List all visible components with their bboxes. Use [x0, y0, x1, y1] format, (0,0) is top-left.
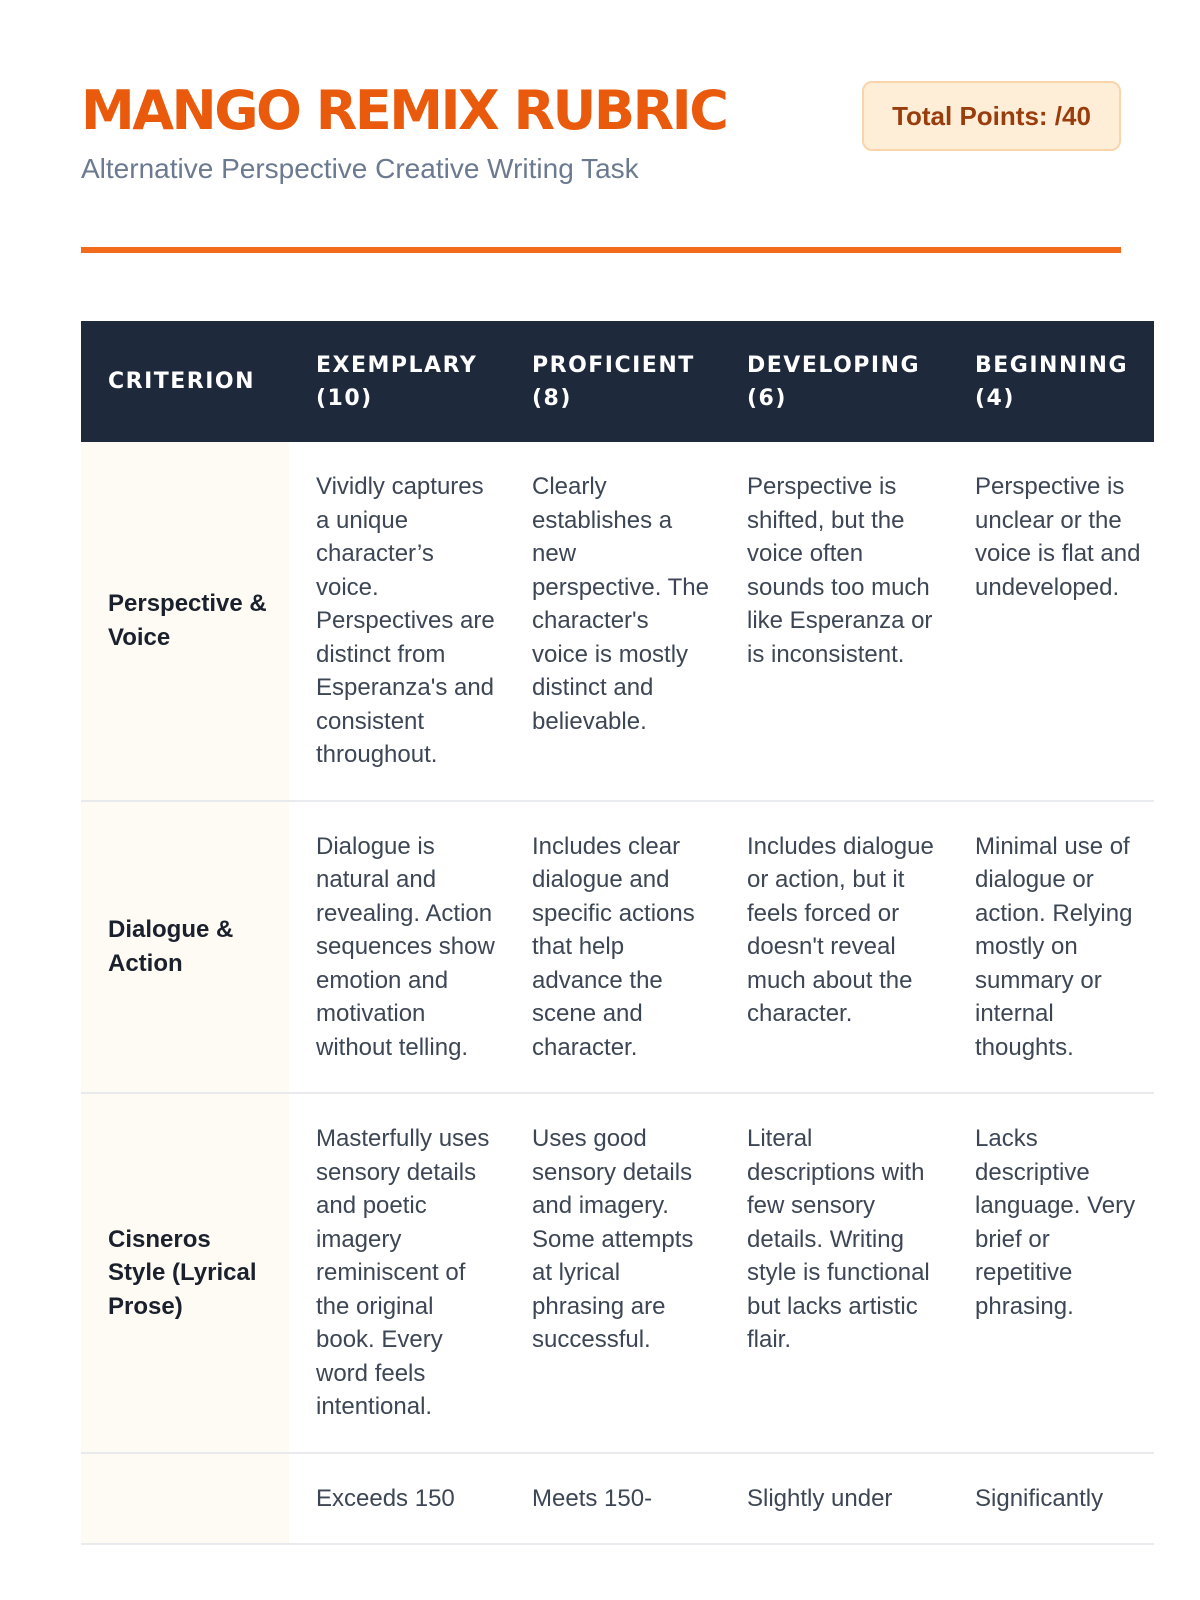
table-row: [81, 442, 1154, 801]
rubric-table-head: [81, 321, 1154, 442]
exemplary-cell: Vividly captures a unique character’s voice. Perspectives are distinct from Esperanza's and consistent throughout.: [289, 442, 505, 801]
exemplary-cell: Exceeds 150: [289, 1453, 505, 1545]
header-row: [81, 321, 1154, 442]
header-divider: [81, 247, 1121, 253]
rubric-table-body: [81, 442, 1154, 1544]
criterion-cell: Perspective & Voice: [81, 442, 289, 801]
column-header-beginning: BEGINNING (4): [948, 321, 1154, 442]
developing-cell: Includes dialogue or action, but it feels forced or doesn't reveal much about the character.: [720, 801, 948, 1094]
developing-cell: Slightly under: [720, 1453, 948, 1545]
proficient-cell: Meets 150-: [505, 1453, 720, 1545]
criterion-cell: [81, 1453, 289, 1545]
exemplary-cell: Dialogue is natural and revealing. Action sequences show emotion and motivation without telling.: [289, 801, 505, 1094]
column-header-proficient: PROFICIENT (8): [505, 321, 720, 442]
criterion-cell: Dialogue & Action: [81, 801, 289, 1094]
exemplary-cell: Masterfully uses sensory details and poetic imagery reminiscent of the original book. Every word feels intentional.: [289, 1093, 505, 1453]
proficient-cell: Uses good sensory details and imagery. Some attempts at lyrical phrasing are successful.: [505, 1093, 720, 1453]
page-title: MANGO REMIX RUBRIC: [81, 79, 727, 142]
beginning-cell: Perspective is unclear or the voice is flat and undeveloped.: [948, 442, 1154, 801]
developing-cell: Literal descriptions with few sensory details. Writing style is functional but lacks artistic flair.: [720, 1093, 948, 1453]
beginning-cell: Lacks descriptive language. Very brief or repetitive phrasing.: [948, 1093, 1154, 1453]
proficient-cell: Includes clear dialogue and specific actions that help advance the scene and character.: [505, 801, 720, 1094]
page-header: [81, 78, 1121, 218]
rubric-table: [81, 321, 1154, 1545]
total-points-badge: Total Points: /40: [862, 81, 1121, 151]
column-header-criterion: CRITERION: [81, 321, 289, 442]
column-header-developing: DEVELOPING (6): [720, 321, 948, 442]
column-header-exemplary: EXEMPLARY (10): [289, 321, 505, 442]
criterion-cell: Cisneros Style (Lyrical Prose): [81, 1093, 289, 1453]
developing-cell: Perspective is shifted, but the voice often sounds too much like Esperanza or is inconsistent.: [720, 442, 948, 801]
page-subtitle: Alternative Perspective Creative Writing Task: [81, 153, 639, 184]
beginning-cell: Minimal use of dialogue or action. Relying mostly on summary or internal thoughts.: [948, 801, 1154, 1094]
table-row: [81, 801, 1154, 1094]
table-row: [81, 1093, 1154, 1453]
beginning-cell: Significantly: [948, 1453, 1154, 1545]
proficient-cell: Clearly establishes a new perspective. The character's voice is mostly distinct and believable.: [505, 442, 720, 801]
table-row: [81, 1453, 1154, 1545]
